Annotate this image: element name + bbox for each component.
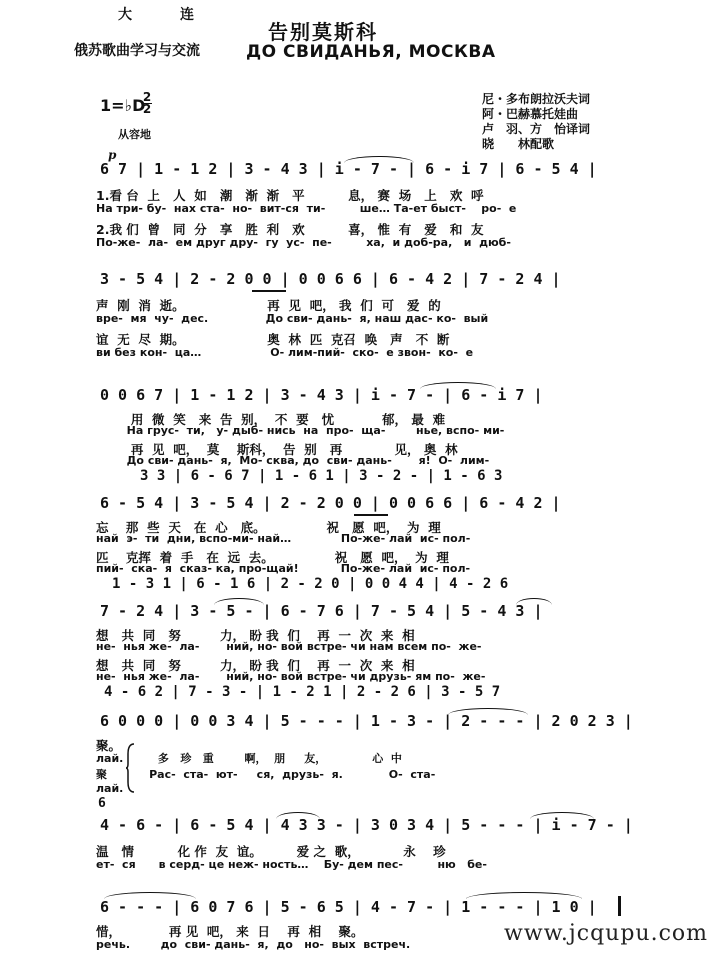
site-name-line1-a: 大 [118, 7, 134, 23]
dynamic-marking: p [108, 148, 117, 162]
lyric-row-3-verse1-cn: 用 微 笑 来 告 别， 不 要 忧 郁， 最 难 [96, 412, 446, 427]
notes-row-8: 6 - - - | 6 0 7 6 | 5 - 6 5 | 4 - 7 - | 1 - - - | 1 0 | [100, 898, 597, 916]
lyric-row-7-cn: 温 情 化 作 友 谊。 爱 之 歌， 永 珍 [96, 844, 446, 859]
notation-row-6 [100, 712, 633, 734]
song-title-chinese: 告别莫斯科 [268, 20, 378, 44]
site-name-line2: 俄苏歌曲学习与交流 [74, 43, 200, 59]
lyric-row-5-verse1-ru: не- нья же- ла- ний, но- вой встре- чи нам всем по- же- [96, 640, 482, 653]
notation-row-3 [100, 386, 620, 408]
lyric-row-4-verse2-ru: пий- ска- я сказ- ка, про-щай! По-же- лай ис- пол- [96, 562, 471, 575]
lyric-row-1-verse1-cn: 1.看 台 上 人 如 潮 渐 渐 平 息， 赛 场 上 欢 呼 [96, 188, 484, 203]
tempo-marking: 从容地 [118, 128, 151, 141]
composer-credit: 阿・巴赫慕托娃曲 [482, 107, 579, 121]
site-name-line1-b: 连 [180, 7, 194, 23]
meter-bottom: 2 [142, 102, 152, 116]
time-signature [142, 92, 152, 115]
slur [344, 156, 414, 163]
notation-row-8 [100, 898, 620, 920]
lyric-row-4-verse2-cn: 匹 克挥 着 手 在 远 去。 祝 愿 吧， 为 理 [96, 550, 449, 565]
lyric-row-1-verse1-ru: На три- бу- нах ста- но- вит-ся ти- ше… Та-ет быст- ро- е [96, 202, 517, 215]
harmony-notes-row-5: 4 - 6 2 | 7 - 3 - | 1 - 2 1 | 2 - 2 6 | 3 - 5 7 [104, 684, 501, 700]
lyric-row-4-verse1-cn: 忘 那 些 天 在 心 底。 祝 愿 吧， 为 理 [96, 520, 441, 535]
underline-beam [354, 514, 388, 516]
slur [466, 892, 582, 899]
notes-row-4: 6 - 5 4 | 3 - 5 4 | 2 - 2 0 0 | 0 0 6 6 | 6 - 4 2 | [100, 494, 561, 512]
notation-row-4 [100, 494, 620, 516]
notes-row-7: 4 - 6 - | 6 - 5 4 | 4 3 3 - | 3 0 3 4 | 5 - - - | i - 7 - | [100, 816, 633, 834]
slur [420, 382, 496, 389]
slur [214, 598, 264, 605]
lyric-row-1-verse2-ru: По-же- ла- ем друг дру- гу ус- пе- ха, и доб-ра, и дюб- [96, 236, 511, 249]
harmony-notes-row-4: 1 - 3 1 | 6 - 1 6 | 2 - 2 0 | 0 0 4 4 | 4 - 2 6 [112, 576, 509, 592]
site-watermark: www.jcqupu.com [504, 921, 708, 946]
harmony-row-4 [112, 576, 632, 598]
meter-top: 2 [142, 90, 152, 104]
lyric-row-3-verse2-ru: До сви- дань- я, Мо- сква, до сви- дань- я! О- лим- [96, 454, 490, 467]
final-barline [618, 896, 621, 916]
harmony-notes-row-3: 3 3 | 6 - 6 7 | 1 - 6 1 | 3 - 2 - | 1 - 6 3 [140, 468, 503, 484]
lyric-row-6-line1: 聚。 [96, 738, 122, 753]
lyricist-credit: 尼・多布朗拉沃夫词 [482, 92, 591, 106]
translator-credit: 卢 羽、方 怡译词 [482, 122, 591, 136]
lyric-row-3-verse1-ru: На грус- ти, у- дыб- нись на про- ща- нье, вспо- ми- [96, 424, 505, 437]
lyric-row-6-line2: лай. 多 珍 重 啊， 朋 友， 心 中 [96, 752, 402, 765]
lyric-row-7-ru: ет- ся в серд- це неж- ность… Бу- дем пес- ню бе- [96, 858, 487, 871]
lyric-row-1-verse2-cn: 2.我 们 曾 同 分 享 胜 利 欢 喜， 惟 有 爱 和 友 [96, 222, 484, 237]
lead-note-row-7: 6 [98, 796, 106, 811]
lyric-row-4-verse1-ru: най э- ти дни, вспо-ми- най… По-же- лай ис- пол- [96, 532, 471, 545]
lyric-row-6-line4: лай. [96, 782, 124, 795]
notes-row-2: 3 - 5 4 | 2 - 2 0 0 | 0 0 6 6 | 6 - 4 2 | 7 - 2 4 | [100, 270, 561, 288]
notes-row-5: 7 - 2 4 | 3 - 5 - | 6 - 7 6 | 7 - 5 4 | 5 - 4 3 | [100, 602, 543, 620]
notes-row-1: 6 7 | 1 - 1 2 | 3 - 4 3 | i - 7 - | 6 - i 7 | 6 - 5 4 | [100, 160, 597, 178]
lyric-row-2-verse1-cn: 声 刚 消 逝。 再 见 吧， 我 们 可 爱 的 [96, 298, 441, 313]
lyric-row-6-line3: 聚 Рас- ста- ют- ся, друзь- я. О- ста- [96, 768, 436, 781]
notation-row-1 [100, 160, 620, 182]
lyric-row-3-verse2-cn: 再 见 吧， 莫 斯科， 告 别 再 见， 奥 林 [96, 442, 458, 457]
slur [448, 708, 528, 715]
slur [530, 812, 594, 819]
lyric-row-8-ru: речь. до сви- дань- я, до но- вых встреч. [96, 938, 411, 951]
slur [104, 892, 196, 899]
credits-block [482, 92, 590, 152]
harmony-row-5 [104, 684, 624, 706]
song-title-russian: ДО СВИДАНЬЯ, МОСКВА [246, 42, 496, 62]
lyric-row-8-cn: 惜， 再 见 吧， 来 日 再 相 聚。 [96, 924, 364, 939]
lyric-row-5-verse2-cn: 想 共 同 努 力， 盼 我 们 再 一 次 来 相 [96, 658, 415, 673]
lyric-row-2-verse1-ru: вре- мя чу- дес. До сви- дань- я, наш дас- ко- вый [96, 312, 489, 325]
lyric-row-2-verse2-cn: 谊 无 尽 期。 奥 林 匹 克召 唤 声 不 断 [96, 332, 450, 347]
lyric-row-5-verse2-ru: не- нья же- ла- ний, но- вой встре- чи друзь- ям по- же- [96, 670, 486, 683]
slur [276, 812, 320, 819]
lyric-row-2-verse2-ru: ви без кон- ца… О- лим-пий- ско- е звон- ко- е [96, 346, 474, 359]
notes-row-6: 6 0 0 0 | 0 0 3 4 | 5 - - - | 1 - 3 - | 2 - - - | 2 0 2 3 | [100, 712, 633, 730]
notation-row-7 [100, 816, 633, 838]
notes-row-3: 0 0 6 7 | 1 - 1 2 | 3 - 4 3 | i - 7 - | 6 - i 7 | [100, 386, 543, 404]
underline-beam [252, 290, 286, 292]
arranger-credit: 晓 林配歌 [482, 137, 555, 151]
notation-row-5 [100, 602, 620, 624]
slur [516, 598, 552, 605]
notation-row-2 [100, 270, 620, 292]
lyric-row-5-verse1-cn: 想 共 同 努 力， 盼 我 们 再 一 次 来 相 [96, 628, 415, 643]
key-signature: 1=♭D [100, 96, 146, 115]
harmony-row-3 [140, 468, 660, 490]
